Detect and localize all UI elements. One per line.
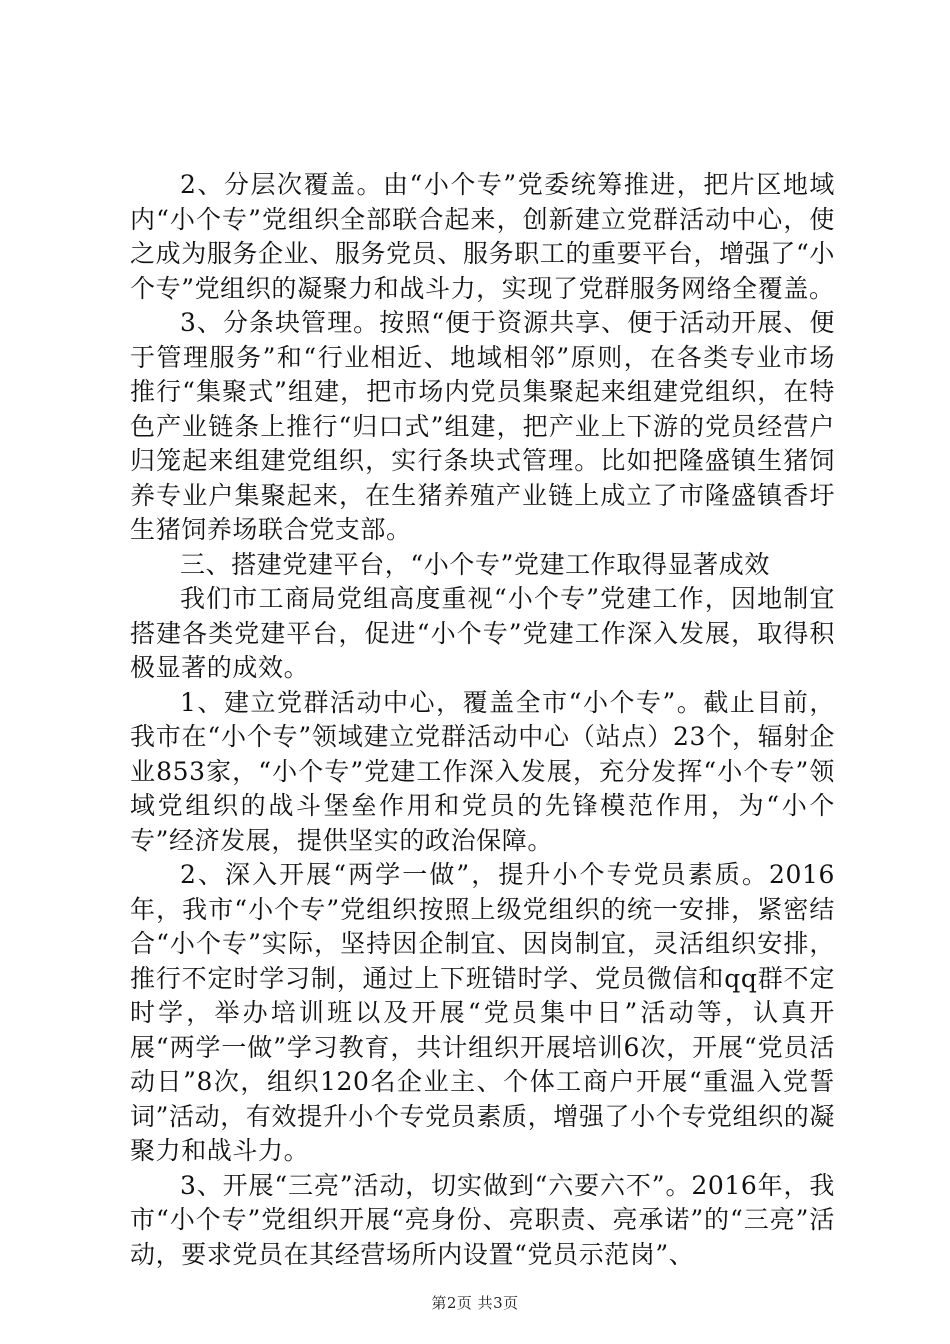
paragraph-intro: 我们市工商局党组高度重视“小个专”党建工作，因地制宜搭建各类党建平台，促进“小个专”党建工作深入发展，取得积极显著的成效。 [130,584,835,682]
paragraph-block-management: 3、分条块管理。按照“便于资源共享、便于活动开展、便于管理服务”和“行业相近、地域相邻”原则，在各类专业市场推行“集聚式”组建，把市场内党员集聚起来组建党组织，在特色产业链条上推行“归口式”组建，把产业上下游的党员经营户归笼起来组建党组织，实行条块式管理。比如把隆盛镇生猪饲养专业户集聚起来，在生猪养殖产业链上成立了市隆盛镇香圩生猪饲养场联合党支部。 [130,308,835,544]
paragraph-three-lights: 3、开展“三亮”活动，切实做到“六要六不”。2016年，我市“小个专”党组织开展“亮身份、亮职责、亮承诺”的“三亮”活动，要求党员在其经营场所内设置“党员示范岗”、 [130,1170,835,1269]
page-total: 共3页 [477,1294,519,1312]
paragraph-layered-coverage: 2、分层次覆盖。由“小个专”党委统筹推进，把片区地域内“小个专”党组织全部联合起来，创新建立党群活动中心，使之成为服务企业、服务党员、服务职工的重要平台，增强了“小个专”党组织的凝聚力和战斗力，实现了党群服务网络全覆盖。 [130,170,835,303]
section-heading-platform: 三、搭建党建平台，“小个专”党建工作取得显著成效 [180,549,770,579]
page-number: 第2页 [431,1294,473,1312]
paragraph-two-studies: 2、深入开展“两学一做”，提升小个专党员素质。2016年，我市“小个专”党组织按照上级党组织的统一安排，紧密结合“小个专”实际，坚持因企制宜、因岗制宜，灵活组织安排，推行不定时学习制，通过上下班错时学、党员微信和qq群不定时学，举办培训班以及开展“党员集中日”活动等，认真开展“两学一做”学习教育，共计组织开展培训6次，开展“党员活动日”8次，组织120名企业主、个体工商户开展“重温入党誓词”活动，有效提升小个专党员素质，增强了小个专党组织的凝聚力和战斗力。 [130,860,835,1165]
paragraph-activity-center: 1、建立党群活动中心，覆盖全市“小个专”。截止目前，我市在“小个专”领域建立党群活动中心（站点）23个，辐射企业853家，“小个专”党建工作深入发展，充分发挥“小个专”领域党组织的战斗堡垒作用和党员的先锋模范作用，为“小个专”经济发展，提供坚实的政治保障。 [130,687,835,855]
page-footer [0,1292,950,1313]
document-body [130,168,835,1272]
